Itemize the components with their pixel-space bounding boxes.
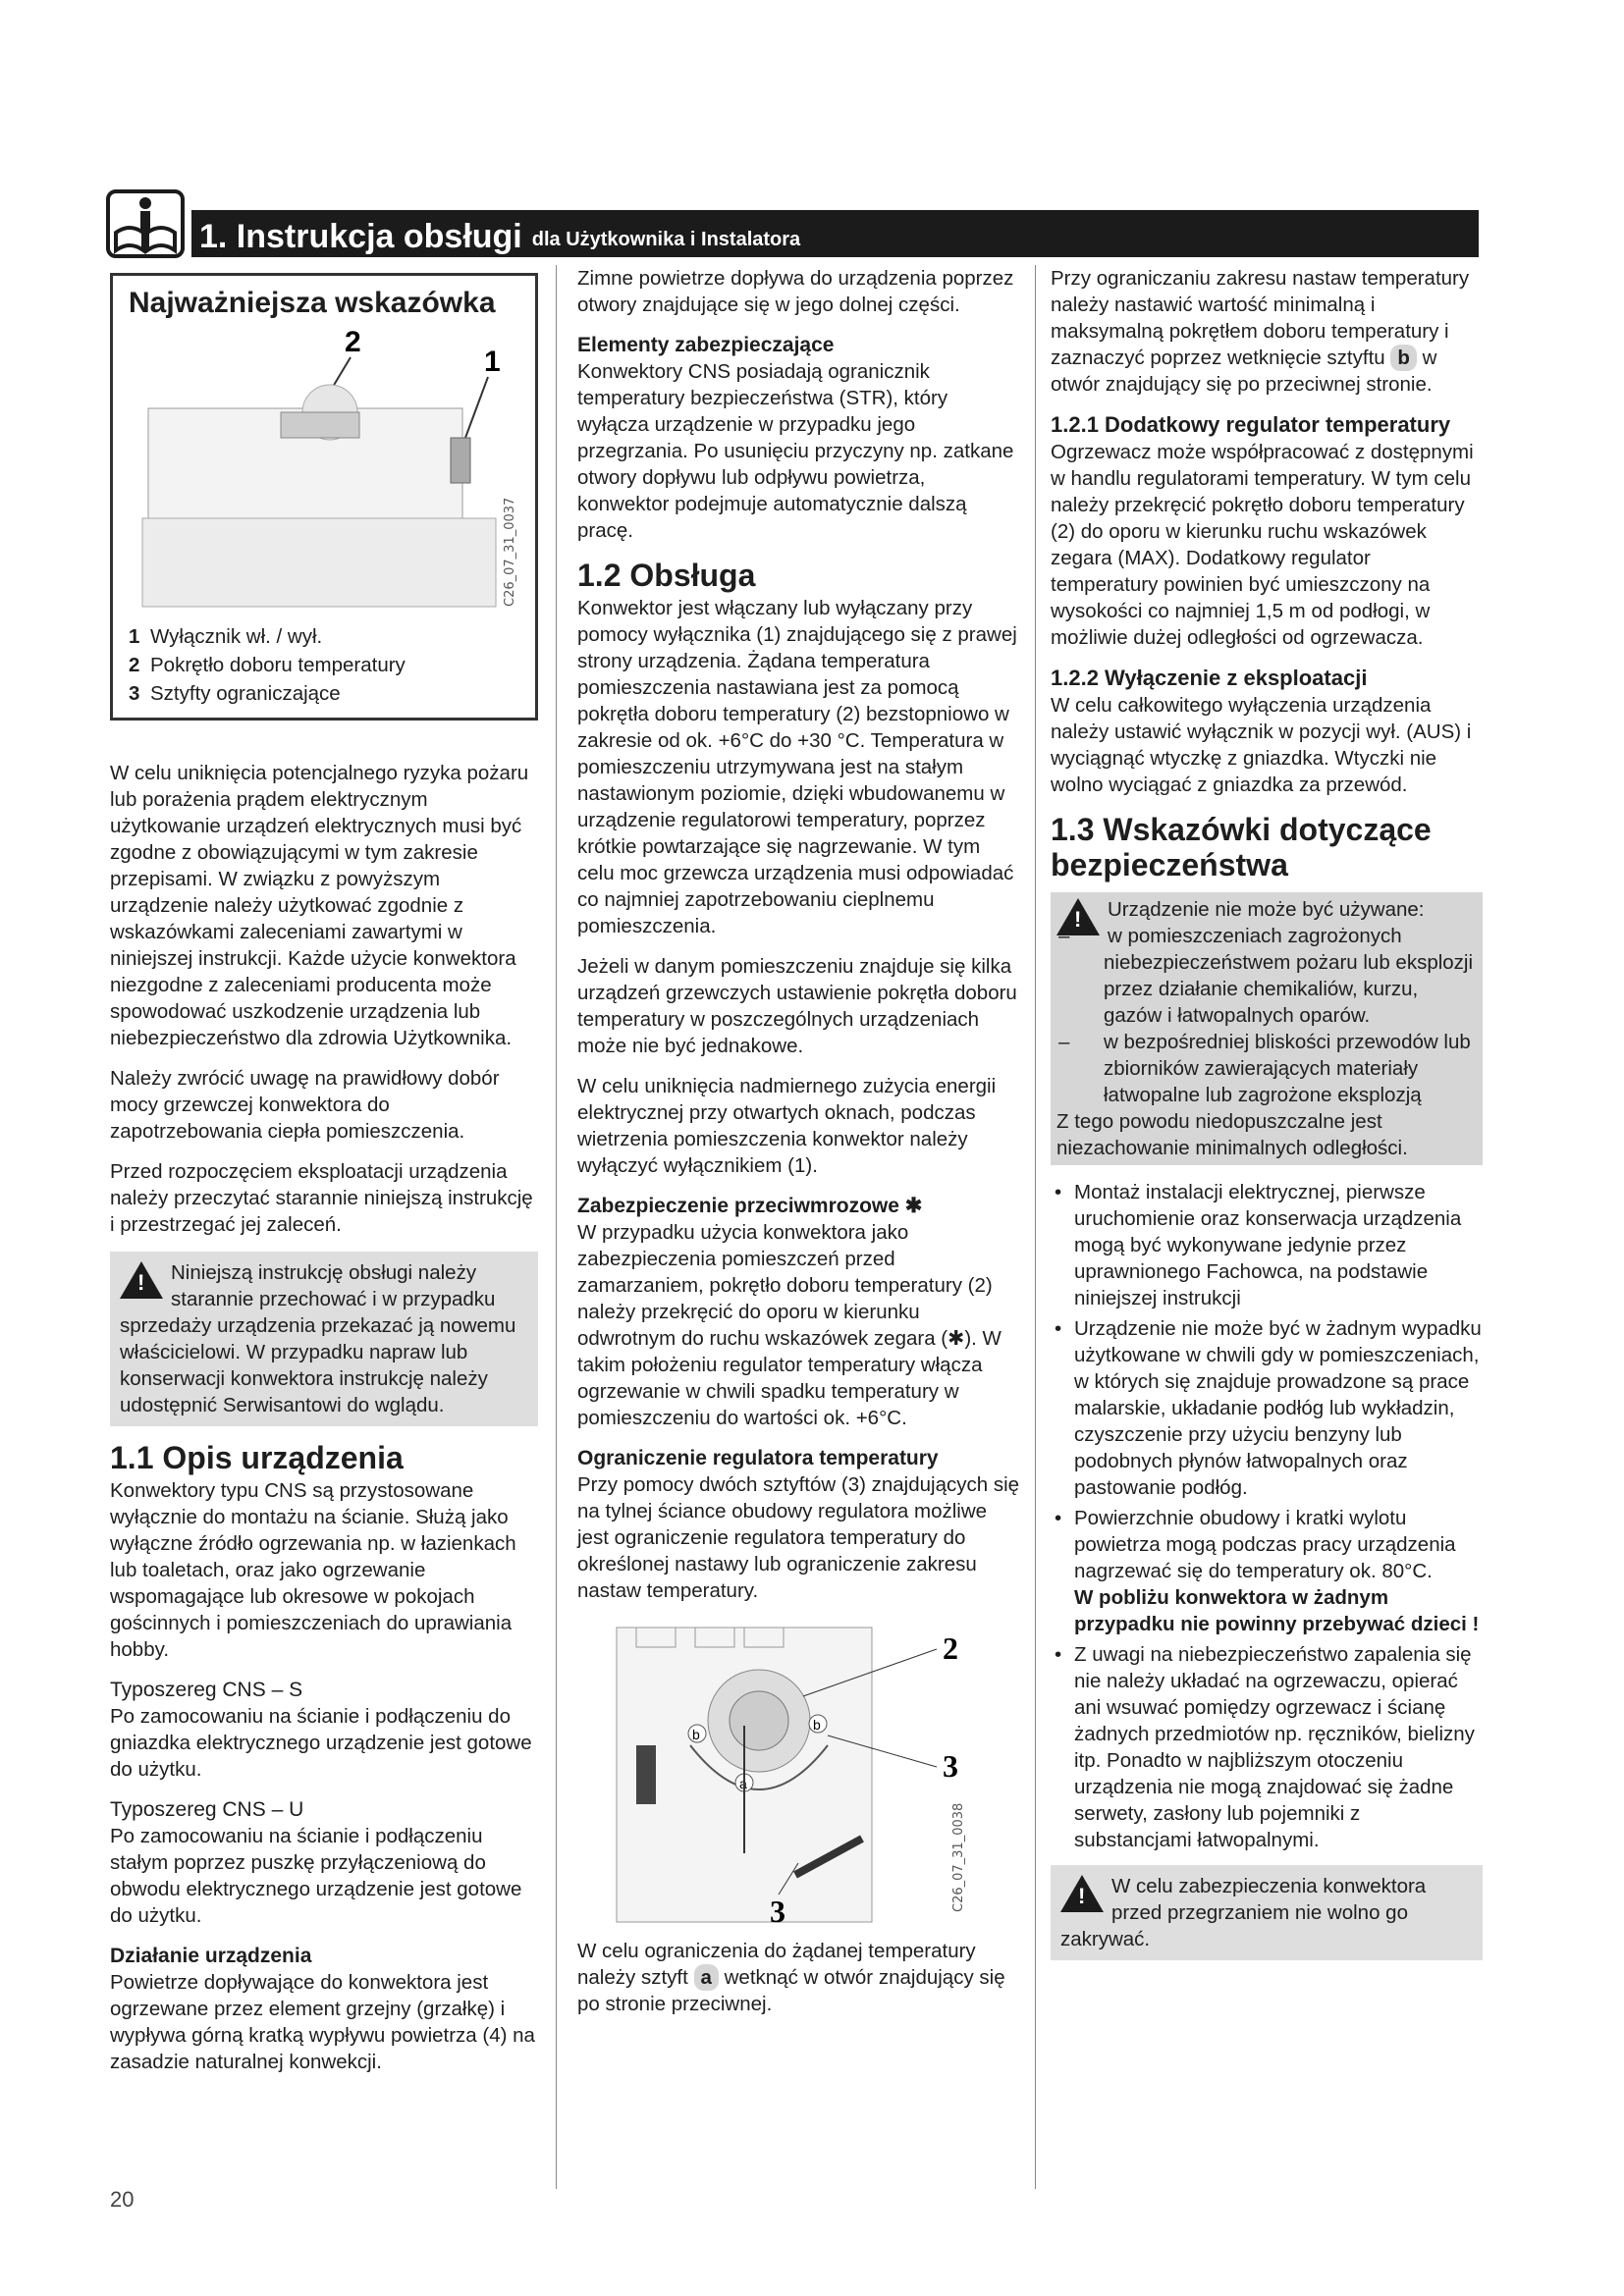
key-info-title: Najważniejsza wskazówka [129,287,496,319]
subheading: Ograniczenie regulatora temperatury [577,1447,939,1469]
paragraph: W celu uniknięcia potencjalnego ryzyka pożaru lub porażenia prądem elektrycznym użytkowanie urządzeń elektrycznych musi być zgodne z obowiązującymi w tym zakresie przepisami. W związku z powyższym urządzenie należy użytkować zgodnie z wskazówkami zaleceniami zawartymi w niniejszej instrukcji. Każde użycie konwektora niezgodne z zaleceniami producenta może spowodować uszkodzenie urządzenia lub niebezpieczeństwo dla zdrowia Użytkownika. [110,762,529,1049]
legend-item: 3 Sztyfty ograniczające [129,682,341,705]
pin-label-b: b [692,1727,700,1742]
list-item: – w pomieszczeniach zagrożonych niebezpieczeństwem pożaru lub eksplozji przez działanie chemikaliów, kurzu, gazów i łatwopalnych oparów. [1056,923,1477,1029]
paragraph: W przypadku użycia konwektora jako zabezpieczenia pomieszczeń przed zamarzaniem, pokrętło doboru temperatury (2) należy przekręcić do oporu w kierunku odwrotnym do ruchu wskazówek zegara (✱). W takim położeniu regulator temperatury włącza ogrzewanie w chwili spadku temperatury w pomieszczeniu do wartości ok. +6°C. [577,1221,1001,1429]
regulator-figure [577,1618,970,1932]
subheading: Elementy zabezpieczające [577,334,835,356]
list-item: • Montaż instalacji elektrycznej, pierwsze uruchomienie oraz konserwacja urządzenia mogą być wykonywane jedynie przez uprawnionego Fachowca, na podstawie niniejszej instrukcji [1051,1179,1483,1311]
paragraph: Konwektory typu CNS są przystosowane wyłącznie do montażu na ścianie. Służą jako wyłączne źródło ogrzewania np. w łazienkach lub toaletach, oraz jako ogrzewanie wspomagające lub okresowe w pokojach gościnnych i pomieszczeniach do uprawiania hobby. [110,1479,516,1661]
figure-callout-3: 3 [770,1894,785,1929]
legend-item: 1 Wyłącznik wł. / wył. [129,625,323,648]
paragraph: Ogrzewacz może współpracować z dostępnymi w handlu regulatorami temperatury. W tym celu należy przekręcić pokrętło doboru temperatury (2) do oporu w kierunku ruchu wskazówek zegara (MAX). Dodatkowy regulator temperatury powinien być umieszczony na wysokości co najmniej 1,5 m od podłogi, w możliwie dużej odległości od ogrzewacza. [1051,441,1474,649]
warning-text: W celu zabezpieczenia konwektora przed przegrzaniem nie wolno go zakrywać. [1060,1875,1427,1950]
subsection-heading: 1.2.1 Dodatkowy regulator temperatury [1051,412,1451,437]
paragraph: Powietrze dopływające do konwektora jest ogrzewane przez element grzejny (grzałkę) i wypływa górną kratką wypływu powietrza (4) na zasadzie naturalnej konwekcji. [110,1971,535,2073]
subsection-heading: 1.2.2 Wyłączenie z eksploatacji [1051,666,1368,690]
warning-lead: Urządzenie nie może być używane: [1108,898,1425,921]
warning-icon [120,1261,163,1299]
fire-warning-icon [1060,1875,1104,1912]
pin-badge-a: a [694,1964,719,1991]
subheading: Typoszereg CNS – S [110,1679,303,1701]
section-subtitle: dla Użytkownika i Instalatora [531,229,801,250]
children-warning: W pobliżu konwektora w żadnym przypadku nie powinny przebywać dzieci ! [1074,1586,1480,1635]
overheat-warning-box [1051,1865,1483,1960]
subheading: Działanie urządzenia [110,1945,312,1967]
paragraph: Przed rozpoczęciem eksploatacji urządzenia należy przeczytać starannie niniejszą instrukcję i przestrzegać jej zaleceń. [110,1160,533,1236]
paragraph: W celu ograniczenia do żądanej temperatury należy sztyft a wetknąć w otwór znajdujący się po stronie przeciwnej. [577,1940,1005,2015]
column-2 [577,265,1021,2031]
page-number: 20 [110,2187,135,2212]
pin-label-a: a [739,1776,747,1791]
warning-text: Niniejszą instrukcję obsługi należy starannie przechować i w przypadku sprzedaży urządzenia przekazać ją nowemu właścicielowi. W przypadku napraw lub konserwacji konwektora instrukcję należy udostępnić Serwisantowi do wglądu. [120,1261,516,1416]
pin-badge-b: b [1390,345,1417,371]
paragraph: Jeżeli w danym pomieszczeniu znajduje się kilka urządzeń grzewczych ustawienie pokrętła doboru temperatury w poszczególnych urządzeniach może nie być jednakowe. [577,955,1017,1057]
figure-code: C26_07_31_0037 [503,497,517,607]
list-item: – w bezpośredniej bliskości przewodów lub zbiorników zawierających materiały łatwopalne lub zagrożone eksplozją [1056,1029,1477,1108]
column-3 [1051,265,1483,1974]
subheading: Zabezpieczenie przeciwmrozowe ✱ [577,1195,923,1217]
section-heading: 1.2 Obsługa [577,558,756,593]
section-title: 1. Instrukcja obsługi [199,218,522,255]
pin-label-b: b [813,1717,821,1733]
paragraph: Należy zwrócić uwagę na prawidłowy dobór mocy grzewczej konwektora do zapotrzebowania ciepła pomieszczenia. [110,1067,500,1143]
warning-box [110,1252,538,1426]
key-info-box [110,273,538,721]
safety-warning-box [1051,892,1483,1165]
paragraph: Konwektor jest włączany lub wyłączany przy pomocy wyłącznika (1) znajdującego się z prawej strony urządzenia. Żądana temperatura pomieszczenia nastawiana jest za pomocą pokrętła doboru temperatury (2) bezstopniowo w zakresie od ok. +6°C do +30 °C. Temperatura w pomieszczeniu utrzymywana jest na stałym nastawionym poziomie, dzięki wbudowanemu w urządzenie regulatorowi temperatury, poprzez krótkie powtarzające się nagrzewanie. W tym celu moc grzewcza urządzenia musi odpowiadać co najmniej zapotrzebowaniu cieplnemu pomieszczenia. [577,597,1017,937]
figure-callout-1: 1 [484,346,501,378]
paragraph: Przy pomocy dwóch sztyftów (3) znajdujących się na tylnej ściance obudowy regulatora możliwe jest ograniczenie regulatora temperatury do określonej nastawy lub ograniczenie zakresu nastaw temperatury. [577,1473,1020,1602]
warning-tail: Z tego powodu niedopuszczalne jest niezachowanie minimalnych odległości. [1056,1110,1408,1159]
paragraph: Przy ograniczaniu zakresu nastaw temperatury należy nastawić wartość minimalną i maksymalną pokrętłem doboru temperatury i zaznaczyć poprzez wetknięcie sztyftu b w otwór znajdujący się po przeciwnej stronie. [1051,267,1470,396]
figure-callout-2: 2 [345,326,361,358]
column-divider [556,265,557,2189]
book-info-icon [106,189,185,258]
subheading: Typoszereg CNS – U [110,1798,304,1821]
paragraph: Konwektory CNS posiadają ogranicznik temperatury bezpieczeństwa (STR), który wyłącza urządzenie w przypadku jego przegrzania. Po usunięciu przyczyny np. zatkane otwory dopływu lub odpływu powietrza, konwektor podejmuje automatycznie dalszą pracę. [577,360,1014,542]
device-figure-1 [129,322,521,616]
paragraph: Zimne powietrze dopływa do urządzenia poprzez otwory znajdujące się w jego dolnej części. [577,267,1014,316]
section-heading: 1.1 Opis urządzenia [110,1440,404,1475]
legend-item: 2 Pokrętło doboru temperatury [129,654,406,676]
paragraph: W celu uniknięcia nadmiernego zużycia energii elektrycznej przy otwartych oknach, podczas wietrzenia pomieszczenia konwektor należy wyłączyć wyłącznikiem (1). [577,1075,997,1177]
column-1 [110,265,538,2089]
figure-callout-3: 3 [943,1748,958,1784]
paragraph: Po zamocowaniu na ścianie i podłączeniu stałym poprzez puszkę przyłączeniową do obwodu elektrycznego urządzenie jest gotowe do użytku. [110,1825,522,1927]
column-divider [1035,265,1036,2189]
paragraph: Po zamocowaniu na ścianie i podłączeniu do gniazdka elektrycznego urządzenie jest gotowe do użytku. [110,1705,532,1781]
list-item: • Urządzenie nie może być w żadnym wypadku użytkowane w chwili gdy w pomieszczeniach, w których się znajduje prowadzone są prace malarskie, układanie podłóg lub wykładzin, czyszczenie przy użyciu benzyny lub podobnych płynów łatwopalnych oraz pastowanie podłóg. [1051,1315,1483,1501]
section-header [191,210,1479,257]
paragraph: W celu całkowitego wyłączenia urządzenia należy ustawić wyłącznik w pozycji wył. (AUS) i wyciągnąć wtyczkę z gniazdka. Wtyczki nie wolno wyciągać z gniazdka za przewód. [1051,694,1472,796]
list-item: • Powierzchnie obudowy i kratki wylotu powietrza mogą podczas pracy urządzenia nagrzewać się do temperatury ok. 80°C. W pobliżu konwektora w żadnym przypadku nie powinny przebywać dzieci ! [1051,1505,1483,1637]
section-heading: 1.3 Wskazówki dotyczące bezpieczeństwa [1051,812,1432,882]
safety-list [1051,1179,1483,1853]
list-item: • Z uwagi na niebezpieczeństwo zapalenia się nie należy układać na ogrzewaczu, opierać ani wsuwać pomiędzy ogrzewacz i ścianę żadnych przedmiotów np. ręczników, bielizny itp. Ponadto w najbliższym otoczeniu urządzenia nie mogą znajdować się żadne serwety, zasłony lub pojemniki z substancjami łatwopalnymi. [1051,1641,1483,1853]
figure-code: C26_07_31_0038 [951,1802,966,1912]
figure-callout-2: 2 [943,1630,958,1666]
